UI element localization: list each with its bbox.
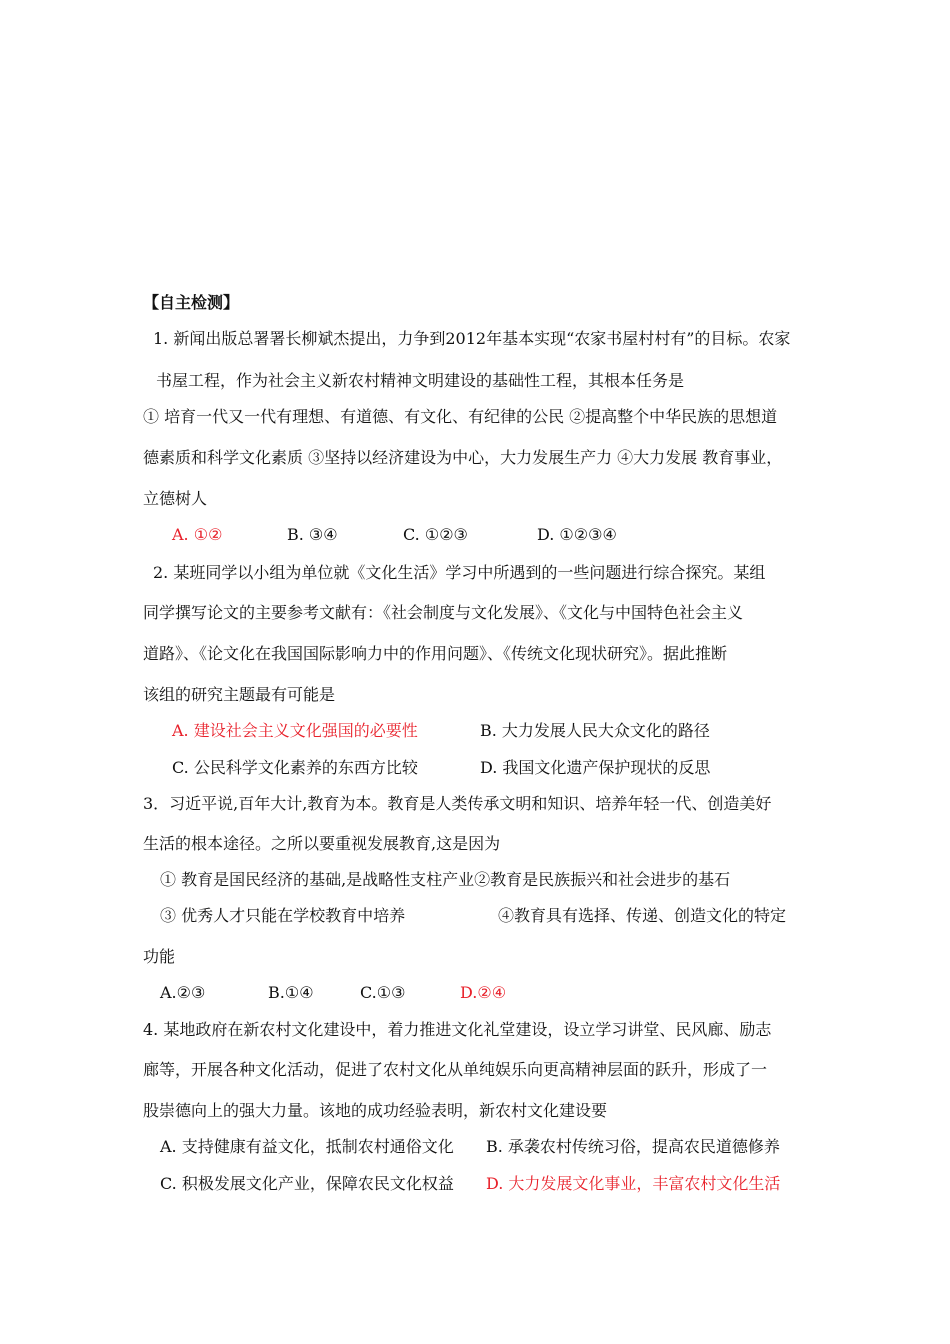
q1-line-3: ① 培育一代又一代有理想、有道德、有文化、有纪律的公民 ②提高整个中华民族的思想道 xyxy=(143,407,778,426)
q4-option-d: D. 大力发展文化事业，丰富农村文化生活 xyxy=(486,1174,781,1193)
q2-line-3: 道路》、《论文化在我国国际影响力中的作用问题》、《传统文化现状研究》。据此推断 xyxy=(143,644,728,663)
q2-line-1: 2. 某班同学以小组为单位就《文化生活》学习中所遇到的一些问题进行综合探究。某组 xyxy=(153,563,766,582)
q3-line-1: 3．习近平说,百年大计,教育为本。教育是人类传承文明和知识、培养年轻一代、创造美好 xyxy=(143,794,772,813)
q4-option-a: A. 支持健康有益文化，抵制农村通俗文化 xyxy=(160,1137,454,1156)
q4-option-b: B. 承袭农村传统习俗，提高农民道德修养 xyxy=(486,1137,780,1156)
q2-option-c: C. 公民科学文化素养的东西方比较 xyxy=(172,758,418,777)
q1-option-c: C. ①②③ xyxy=(403,525,468,544)
q3-option-a: A.②③ xyxy=(160,983,206,1002)
q3-option-d: D.②④ xyxy=(460,983,507,1002)
q3-line-4b: ④教育具有选择、传递、创造文化的特定 xyxy=(498,906,787,925)
q2-option-b: B. 大力发展人民大众文化的路径 xyxy=(480,721,710,740)
q3-option-c: C.①③ xyxy=(360,983,406,1002)
q3-option-b: B.①④ xyxy=(268,983,314,1002)
q2-line-4: 该组的研究主题最有可能是 xyxy=(143,685,336,704)
q1-option-a: A. ①② xyxy=(172,525,223,544)
q1-option-b: B. ③④ xyxy=(287,525,338,544)
q4-option-c: C. 积极发展文化产业，保障农民文化权益 xyxy=(160,1174,454,1193)
q2-option-a: A. 建设社会主义文化强国的必要性 xyxy=(172,721,418,740)
q4-line-3: 股崇德向上的强大力量。该地的成功经验表明，新农村文化建设要 xyxy=(143,1101,608,1120)
section-title: 【自主检测】 xyxy=(143,293,240,312)
q2-line-2: 同学撰写论文的主要参考文献有：《社会制度与文化发展》、《文化与中国特色社会主义 xyxy=(143,603,744,622)
q2-option-d: D. 我国文化遗产保护现状的反思 xyxy=(480,758,711,777)
q3-line-4a: ③ 优秀人才只能在学校教育中培养 xyxy=(160,906,406,925)
q1-line-1: 1. 新闻出版总署署长柳斌杰提出，力争到2012年基本实现“农家书屋村村有”的目标。农家 xyxy=(153,329,791,348)
q1-line-4: 德素质和科学文化素质 ③坚持以经济建设为中心，大力发展生产力 ④大力发展 教育事业， xyxy=(143,448,783,467)
q3-line-3: ① 教育是国民经济的基础,是战略性支柱产业②教育是民族振兴和社会进步的基石 xyxy=(160,870,731,889)
q4-line-1: 4. 某地政府在新农村文化建设中，着力推进文化礼堂建设，设立学习讲堂、民风廊、励志 xyxy=(143,1020,772,1039)
q3-line-5: 功能 xyxy=(143,947,176,966)
q3-line-2: 生活的根本途径。之所以要重视发展教育,这是因为 xyxy=(143,834,501,853)
q1-option-d: D. ①②③④ xyxy=(537,525,617,544)
q1-line-5: 立德树人 xyxy=(143,489,208,508)
q1-line-2: 书屋工程，作为社会主义新农村精神文明建设的基础性工程，其根本任务是 xyxy=(156,371,685,390)
q4-line-2: 廊等，开展各种文化活动，促进了农村文化从单纯娱乐向更高精神层面的跃升，形成了一 xyxy=(143,1060,768,1079)
